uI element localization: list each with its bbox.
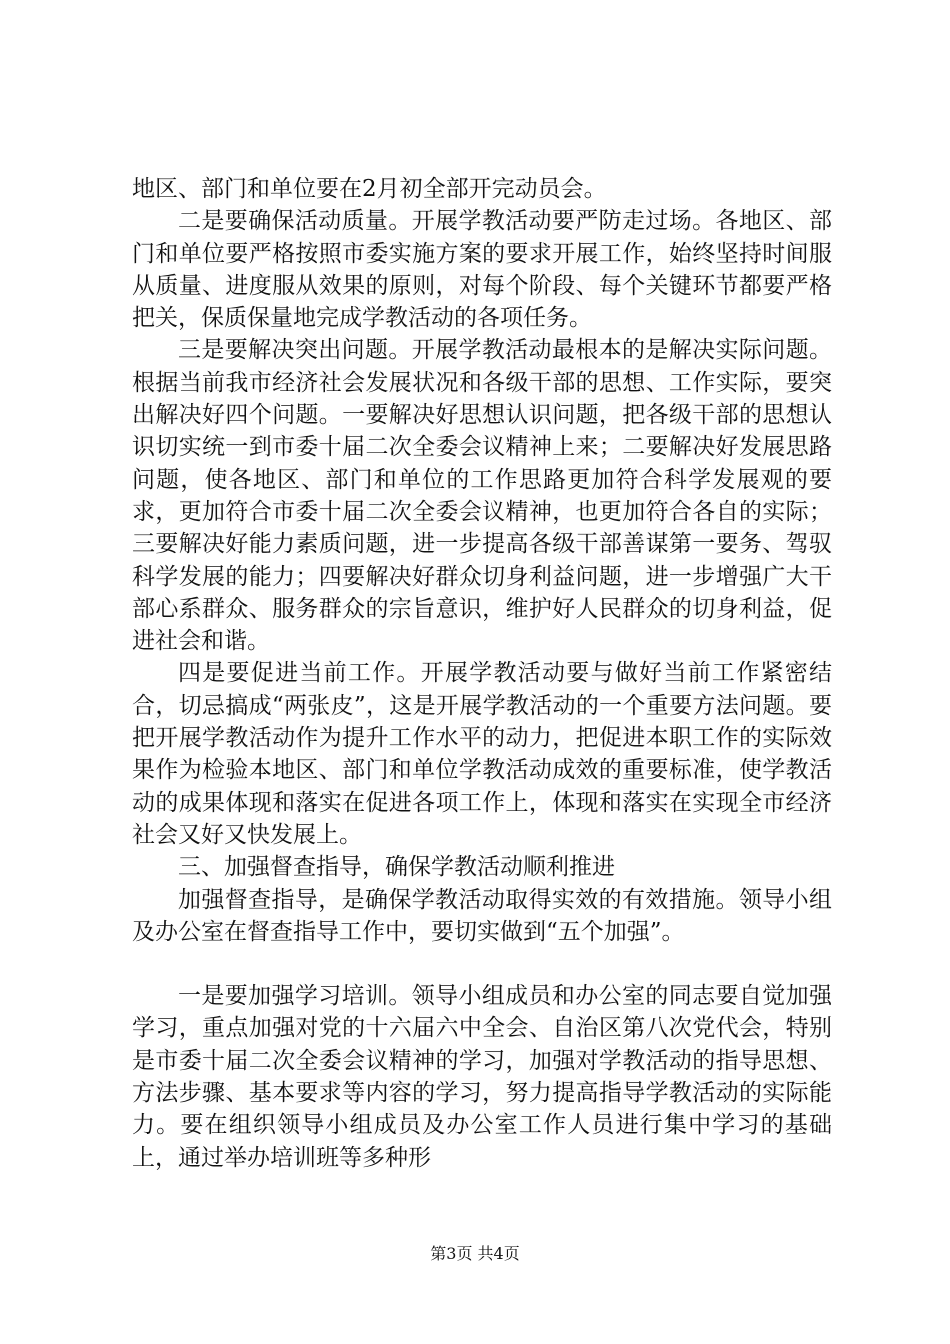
paragraph-1: 地区、部门和单位要在2月初全部开完动员会。 <box>132 176 607 202</box>
paragraph-4: 四是要促进当前工作。开展学教活动要与做好当前工作紧密结合，切忌搞成“两张皮”，这是开展学教活动的一个重要方法问题。要把开展学教活动作为提升工作水平的动力，把促进本职工作的实际效果作为检验本地区、部门和单位学教活动成效的重要标准，使学教活动的成果体现和落实在促进各项工作上，体现和落实在实现全市经济社会又好又快发展上。 <box>132 660 832 848</box>
section-heading: 三、加强督查指导，确保学教活动顺利推进 <box>178 854 615 881</box>
document-body <box>132 173 832 1174</box>
paragraph-2: 二是要确保活动质量。开展学教活动要严防走过场。各地区、部门和单位要严格按照市委实施方案的要求开展工作，始终坚持时间服从质量、进度服从效果的原则，对每个阶段、每个关键环节都要严格把关，保质保量地完成学教活动的各项任务。 <box>132 208 832 332</box>
page-footer: 第3页 共4页 <box>430 1244 520 1263</box>
blank-line <box>132 948 832 980</box>
paragraph-6: 一是要加强学习培训。领导小组成员和办公室的同志要自觉加强学习，重点加强对党的十六届六中全会、自治区第八次党代会，特别是市委十届二次全委会议精神的学习，加强对学教活动的指导思想、方法步骤、基本要求等内容的学习，努力提高指导学教活动的实际能力。要在组织领导小组成员及办公室工作人员进行集中学习的基础上，通过举办培训班等多种形 <box>132 983 832 1171</box>
paragraph-5: 加强督查指导，是确保学教活动取得实效的有效措施。领导小组及办公室在督查指导工作中，要切实做到“五个加强”。 <box>132 886 832 945</box>
paragraph-3: 三是要解决突出问题。开展学教活动最根本的是解决实际问题。根据当前我市经济社会发展状况和各级干部的思想、工作实际，要突出解决好四个问题。一要解决好思想认识问题，把各级干部的思想认识切实统一到市委十届二次全委会议精神上来；二要解决好发展思路问题，使各地区、部门和单位的工作思路更加符合科学发展观的要求，更加符合市委十届二次全委会议精神，也更加符合各自的实际；三要解决好能力素质问题，进一步提高各级干部善谋第一要务、驾驭科学发展的能力；四要解决好群众切身利益问题，进一步增强广大干部心系群众、服务群众的宗旨意识，维护好人民群众的切身利益，促进社会和谐。 <box>132 337 832 655</box>
